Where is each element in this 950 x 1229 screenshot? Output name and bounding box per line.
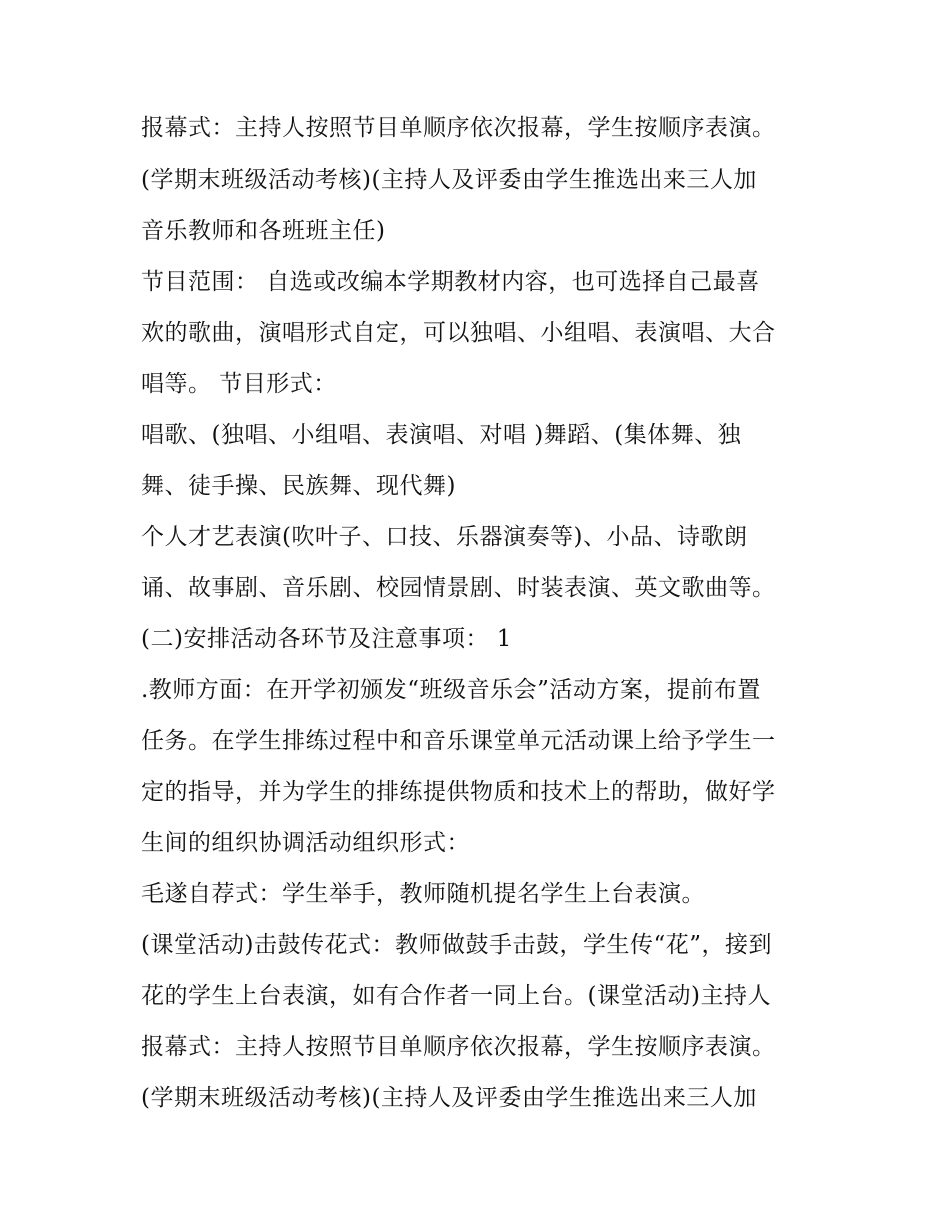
- text-line: 生间的组织协调活动组织形式：: [141, 830, 470, 856]
- text-line: 定的指导，并为学生的排练提供物质和技术上的帮助，做好学: [141, 779, 776, 805]
- text-line: (学期末班级活动考核)(主持人及评委由学生推选出来三人加: [141, 1085, 757, 1111]
- text-line: 任务。在学生排练过程中和音乐课堂单元活动课上给予学生一: [141, 728, 776, 754]
- text-line: 欢的歌曲，演唱形式自定，可以独唱、小组唱、表演唱、大合: [141, 320, 776, 346]
- text-line: .教师方面：在开学初颁发“班级音乐会”活动方案，提前布置: [141, 677, 761, 703]
- text-line: 唱歌、(独唱、小组唱、表演唱、对唱 )舞蹈、(集体舞、独: [141, 422, 742, 448]
- text-line: (二)安排活动各环节及注意事项： 1: [141, 626, 512, 652]
- text-line: 报幕式：主持人按照节目单顺序依次报幕，学生按顺序表演。: [141, 1034, 776, 1060]
- text-line: (学期末班级活动考核)(主持人及评委由学生推选出来三人加: [141, 167, 757, 193]
- text-line: 唱等。 节目形式：: [141, 371, 337, 397]
- text-line: 毛遂自荐式：学生举手，教师随机提名学生上台表演。: [141, 881, 705, 907]
- text-line: 报幕式：主持人按照节目单顺序依次报幕，学生按顺序表演。: [141, 115, 776, 141]
- text-line: 花的学生上台表演，如有合作者一同上台。(课堂活动)主持人: [141, 983, 771, 1009]
- text-line: (课堂活动)击鼓传花式：教师做鼓手击鼓，学生传“花”，接到: [141, 932, 772, 958]
- text-line: 个人才艺表演(吹叶子、口技、乐器演奏等)、小品、诗歌朗: [141, 524, 748, 550]
- text-line: 节目范围： 自选或改编本学期教材内容，也可选择自己最喜: [141, 269, 760, 295]
- text-line: 诵、故事剧、音乐剧、校园情景剧、时装表演、英文歌曲等。: [141, 575, 776, 601]
- text-line: 音乐教师和各班班主任): [141, 218, 386, 244]
- text-line: 舞、徒手操、民族舞、现代舞): [141, 473, 456, 499]
